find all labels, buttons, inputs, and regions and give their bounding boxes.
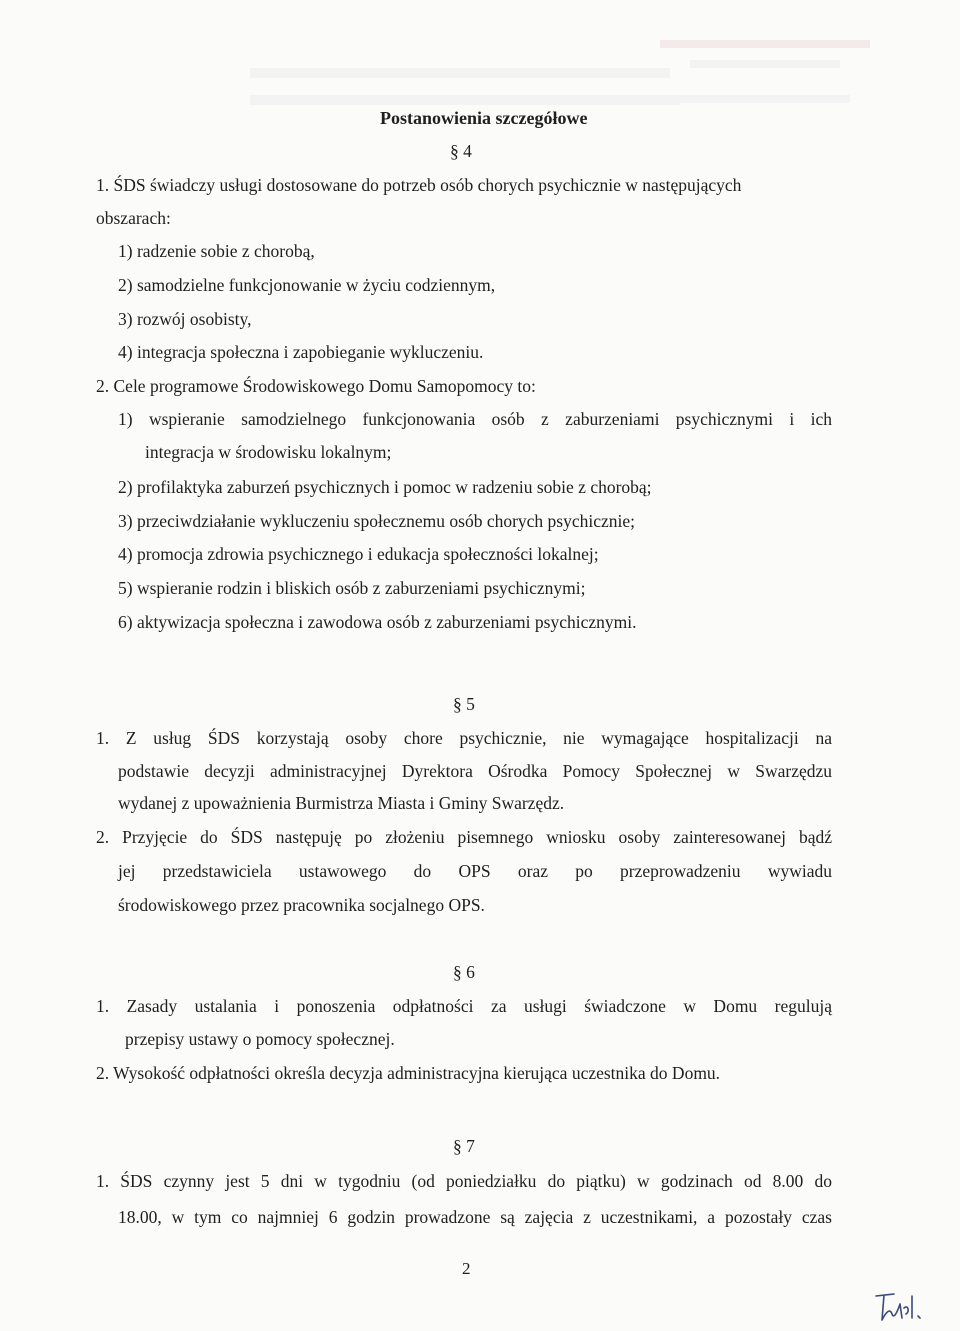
s5-line-4: 2. Przyjęcie do ŚDS następuję po złożeniu pisemnego wniosku osoby zainteresowanej bądź <box>96 827 832 847</box>
s7-line-2: 18.00, w tym co najmniej 6 godzin prowadzone są zajęcia z uczestnikami, a pozostały czas <box>118 1207 832 1227</box>
s5-line-1: 1. Z usług ŚDS korzystają osoby chore psychicznie, nie wymagające hospitalizacji na <box>96 728 832 748</box>
s4-goal-2: 2) profilaktyka zaburzeń psychicznych i pomoc w radzeniu sobie z chorobą; <box>118 477 652 497</box>
s6-line-3: 2. Wysokość odpłatności określa decyzja administracyjna kierująca uczestnika do Domu. <box>96 1063 721 1083</box>
section-6-number: § 6 <box>453 962 475 982</box>
s4-goal-3: 3) przeciwdziałanie wykluczeniu społecznemu osób chorych psychicznie; <box>118 511 636 531</box>
s4-goal-5: 5) wspieranie rodzin i bliskich osób z zaburzeniami psychicznymi; <box>118 578 586 598</box>
s4-goal-1: 1) wspieranie samodzielnego funkcjonowania osób z zaburzeniami psychicznymi i ich <box>118 409 832 429</box>
s5-line-5: jej przedstawiciela ustawowego do OPS oraz po przeprowadzeniu wywiadu <box>118 861 832 881</box>
section-4-number: § 4 <box>450 141 472 161</box>
s5-line-3: wydanej z upoważnienia Burmistrza Miasta i Gminy Swarzędz. <box>118 793 565 813</box>
s6-line-1: 1. Zasady ustalania i ponoszenia odpłatności za usługi świadczone w Domu regulują <box>96 996 832 1016</box>
s6-line-2: przepisy ustawy o pomocy społecznej. <box>125 1029 395 1049</box>
s5-line-6: środowiskowego przez pracownika socjalnego OPS. <box>118 895 485 915</box>
s4-goal-4: 4) promocja zdrowia psychicznego i edukacja społeczności lokalnej; <box>118 544 599 564</box>
s5-line-2: podstawie decyzji administracyjnej Dyrektora Ośrodka Pomocy Społecznej w Swarzędzu <box>118 761 832 781</box>
document-heading: Postanowienia szczegółowe <box>380 108 588 128</box>
s4-item-4: 4) integracja społeczna i zapobieganie wykluczeniu. <box>118 342 484 362</box>
section-5-number: § 5 <box>453 694 475 714</box>
s4-line-2: obszarach: <box>96 208 171 228</box>
s4-goal-1-cont: integracja w środowisku lokalnym; <box>145 442 392 462</box>
s4-line-1: 1. ŚDS świadczy usługi dostosowane do potrzeb osób chorych psychicznie w następujących <box>96 175 742 195</box>
handwritten-initials-icon <box>872 1290 932 1326</box>
s4-item-1: 1) radzenie sobie z chorobą, <box>118 241 315 261</box>
s4-goal-6: 6) aktywizacja społeczna i zawodowa osób z zaburzeniami psychicznymi. <box>118 612 637 632</box>
s4-item-3: 3) rozwój osobisty, <box>118 309 252 329</box>
s7-line-1: 1. ŚDS czynny jest 5 dni w tygodniu (od poniedziałku do piątku) w godzinach od 8.00 do <box>96 1171 832 1191</box>
s4-point-2: 2. Cele programowe Środowiskowego Domu Samopomocy to: <box>96 376 536 396</box>
section-7-number: § 7 <box>453 1136 475 1156</box>
s4-item-2: 2) samodzielne funkcjonowanie w życiu codziennym, <box>118 275 496 295</box>
page-number: 2 <box>462 1259 471 1278</box>
